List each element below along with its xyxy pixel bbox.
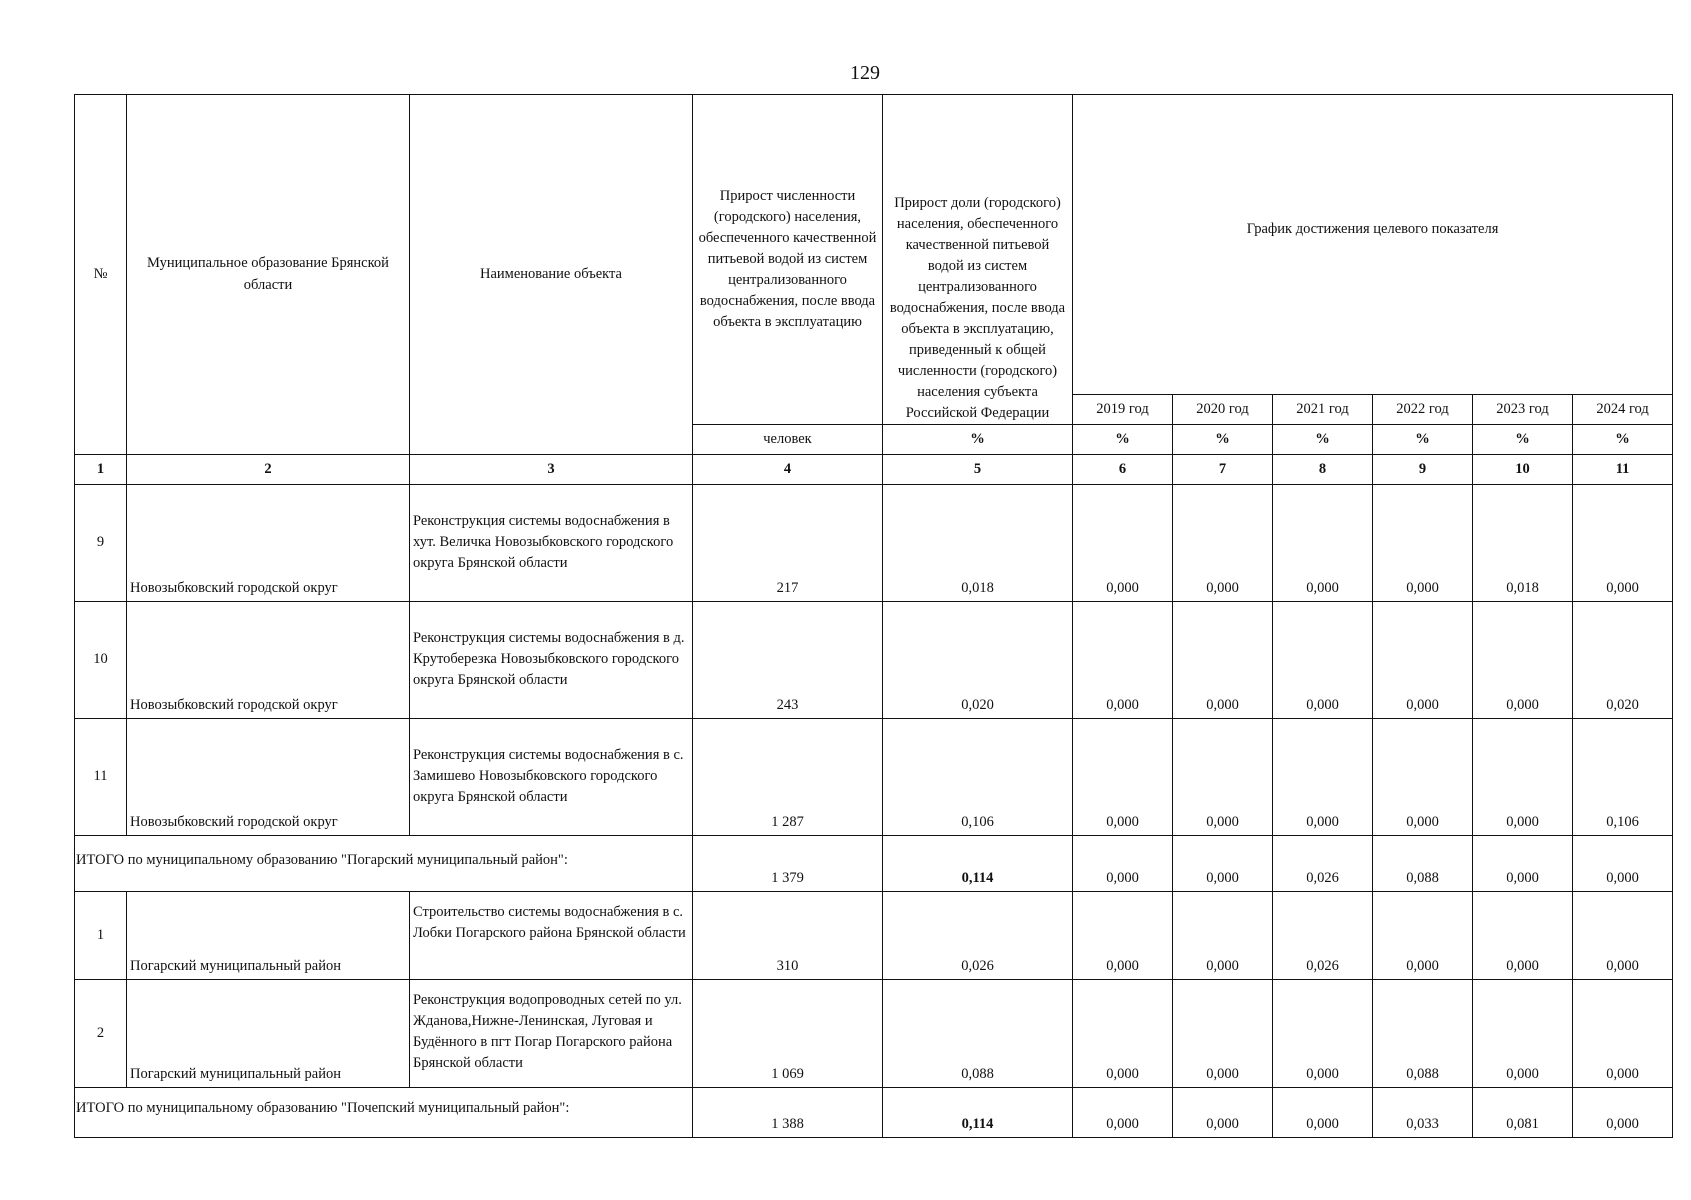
total-share: 0,114 (883, 1088, 1073, 1138)
row-year-value: 0,000 (1573, 892, 1673, 980)
header-population-growth: Прирост численности (городского) населения, обеспеченного качественной питьевой водой из систем централизованного водоснабжения, после ввода объекта в эксплуатацию (693, 95, 883, 425)
row-number: 10 (75, 602, 127, 719)
header-year-2023: 2023 год (1473, 395, 1573, 425)
header-schedule: График достижения целевого показателя (1073, 95, 1673, 395)
total-people: 1 379 (693, 836, 883, 892)
unit-percent: % (1373, 425, 1473, 455)
column-number: 6 (1073, 455, 1173, 485)
unit-percent: % (1273, 425, 1373, 455)
row-year-value: 0,000 (1273, 602, 1373, 719)
row-year-value: 0,000 (1573, 485, 1673, 602)
row-number: 1 (75, 892, 127, 980)
unit-percent: % (1173, 425, 1273, 455)
total-year-value: 0,088 (1373, 836, 1473, 892)
row-year-value: 0,000 (1073, 980, 1173, 1088)
row-year-value: 0,000 (1173, 980, 1273, 1088)
row-number: 2 (75, 980, 127, 1088)
row-share: 0,026 (883, 892, 1073, 980)
row-year-value: 0,000 (1373, 485, 1473, 602)
row-year-value: 0,000 (1573, 980, 1673, 1088)
row-year-value: 0,000 (1373, 602, 1473, 719)
column-number: 7 (1173, 455, 1273, 485)
unit-people: человек (693, 425, 883, 455)
row-year-value: 0,000 (1373, 892, 1473, 980)
header-year-2020: 2020 год (1173, 395, 1273, 425)
row-year-value: 0,000 (1373, 719, 1473, 836)
total-year-value: 0,000 (1073, 1088, 1173, 1138)
table-row (75, 602, 1673, 719)
row-year-value: 0,106 (1573, 719, 1673, 836)
row-year-value: 0,000 (1273, 719, 1373, 836)
total-row (75, 836, 1673, 892)
header-municipality: Муниципальное образование Брянской области (127, 95, 410, 455)
total-share: 0,114 (883, 836, 1073, 892)
row-people: 1 287 (693, 719, 883, 836)
target-indicator-table (74, 94, 1673, 1138)
unit-percent: % (883, 425, 1073, 455)
row-year-value: 0,000 (1173, 602, 1273, 719)
header-number: № (75, 95, 127, 455)
page-number: 129 (850, 62, 880, 84)
row-people: 217 (693, 485, 883, 602)
unit-percent: % (1473, 425, 1573, 455)
total-year-value: 0,000 (1473, 836, 1573, 892)
row-object: Строительство системы водоснабжения в с. Лобки Погарского района Брянской области (410, 892, 693, 980)
total-label: ИТОГО по муниципальному образованию "Погарский муниципальный район": (75, 836, 693, 892)
header-share-growth: Прирост доли (городского) населения, обеспеченного качественной питьевой водой из систем централизованного водоснабжения, после ввода объекта в эксплуатацию, приведенный к общей численности (городского) населения субъекта Российской Федерации (883, 95, 1073, 425)
total-year-value: 0,000 (1573, 1088, 1673, 1138)
total-year-value: 0,000 (1273, 1088, 1373, 1138)
row-year-value: 0,000 (1173, 892, 1273, 980)
row-object: Реконструкция водопроводных сетей по ул. Жданова,Нижне-Ленинская, Луговая и Будённого в пгт Погар Погарского района Брянской области (410, 980, 693, 1088)
row-year-value: 0,000 (1073, 892, 1173, 980)
row-municipality: Новозыбковский городской округ (127, 719, 410, 836)
column-number: 9 (1373, 455, 1473, 485)
total-year-value: 0,000 (1173, 836, 1273, 892)
row-share: 0,018 (883, 485, 1073, 602)
row-year-value: 0,000 (1173, 485, 1273, 602)
row-year-value: 0,000 (1073, 485, 1173, 602)
header-year-2021: 2021 год (1273, 395, 1373, 425)
row-people: 310 (693, 892, 883, 980)
row-municipality: Погарский муниципальный район (127, 980, 410, 1088)
column-number: 5 (883, 455, 1073, 485)
column-number: 4 (693, 455, 883, 485)
row-year-value: 0,000 (1473, 719, 1573, 836)
row-municipality: Погарский муниципальный район (127, 892, 410, 980)
total-year-value: 0,000 (1573, 836, 1673, 892)
total-year-value: 0,033 (1373, 1088, 1473, 1138)
row-object: Реконструкция системы водоснабжения в д. Крутоберезка Новозыбковского городского округа Брянской области (410, 602, 693, 719)
row-year-value: 0,000 (1173, 719, 1273, 836)
header-row (75, 95, 1673, 395)
header-object-name: Наименование объекта (410, 95, 693, 455)
row-year-value: 0,000 (1073, 719, 1173, 836)
table-row (75, 485, 1673, 602)
row-year-value: 0,000 (1273, 485, 1373, 602)
total-label: ИТОГО по муниципальному образованию "Почепский муниципальный район": (75, 1088, 693, 1138)
table-row (75, 980, 1673, 1088)
row-share: 0,020 (883, 602, 1073, 719)
header-year-2022: 2022 год (1373, 395, 1473, 425)
unit-percent: % (1073, 425, 1173, 455)
total-year-value: 0,000 (1173, 1088, 1273, 1138)
row-people: 243 (693, 602, 883, 719)
row-object: Реконструкция системы водоснабжения в хут. Величка Новозыбковского городского округа Брянской области (410, 485, 693, 602)
header-year-2019: 2019 год (1073, 395, 1173, 425)
row-object: Реконструкция системы водоснабжения в с. Замишево Новозыбковского городского округа Брянской области (410, 719, 693, 836)
column-number: 3 (410, 455, 693, 485)
row-municipality: Новозыбковский городской округ (127, 485, 410, 602)
row-year-value: 0,026 (1273, 892, 1373, 980)
total-year-value: 0,000 (1073, 836, 1173, 892)
column-number: 2 (127, 455, 410, 485)
row-year-value: 0,000 (1073, 602, 1173, 719)
total-row (75, 1088, 1673, 1138)
row-share: 0,106 (883, 719, 1073, 836)
total-year-value: 0,026 (1273, 836, 1373, 892)
column-number: 10 (1473, 455, 1573, 485)
row-year-value: 0,088 (1373, 980, 1473, 1088)
unit-percent: % (1573, 425, 1673, 455)
row-people: 1 069 (693, 980, 883, 1088)
total-people: 1 388 (693, 1088, 883, 1138)
total-year-value: 0,081 (1473, 1088, 1573, 1138)
column-numbers-row (75, 455, 1673, 485)
row-number: 11 (75, 719, 127, 836)
row-year-value: 0,000 (1473, 980, 1573, 1088)
row-share: 0,088 (883, 980, 1073, 1088)
table-row (75, 892, 1673, 980)
row-year-value: 0,000 (1473, 892, 1573, 980)
row-number: 9 (75, 485, 127, 602)
row-year-value: 0,000 (1273, 980, 1373, 1088)
row-year-value: 0,018 (1473, 485, 1573, 602)
row-year-value: 0,000 (1473, 602, 1573, 719)
header-year-2024: 2024 год (1573, 395, 1673, 425)
column-number: 1 (75, 455, 127, 485)
column-number: 11 (1573, 455, 1673, 485)
row-municipality: Новозыбковский городской округ (127, 602, 410, 719)
table-row (75, 719, 1673, 836)
column-number: 8 (1273, 455, 1373, 485)
row-year-value: 0,020 (1573, 602, 1673, 719)
